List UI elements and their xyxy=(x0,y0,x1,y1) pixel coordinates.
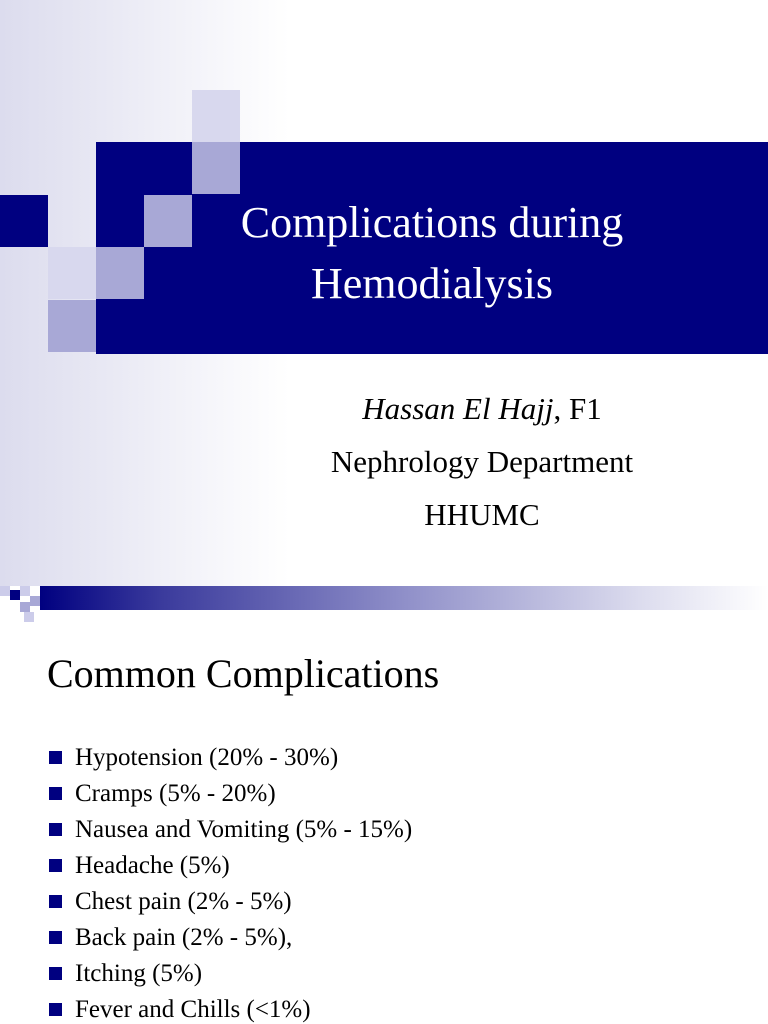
decor-square xyxy=(192,142,240,194)
square-bullet-icon xyxy=(49,859,62,872)
strip-square xyxy=(30,596,40,606)
list-item xyxy=(47,776,412,812)
list-item-label: Chest pain (2% - 5%) xyxy=(75,888,292,915)
strip-square xyxy=(20,602,30,612)
slide-header-strip xyxy=(0,586,768,622)
list-item-label: Itching (5%) xyxy=(75,960,203,987)
slide-subtitle xyxy=(196,382,768,541)
square-bullet-icon xyxy=(49,1003,62,1016)
list-item xyxy=(47,920,412,956)
list-item xyxy=(47,992,412,1024)
square-bullet-icon xyxy=(49,931,62,944)
slide-title xyxy=(96,192,768,314)
author-line xyxy=(196,382,768,435)
author-suffix: , F1 xyxy=(553,391,602,426)
slide-2-title: Common Complications xyxy=(47,651,440,696)
complications-slide xyxy=(0,622,768,1024)
strip-square xyxy=(10,590,20,600)
list-item-label: Headache (5%) xyxy=(75,852,230,879)
strip-gradient-bar xyxy=(40,586,768,610)
complications-list xyxy=(47,740,412,1024)
strip-square xyxy=(24,612,34,622)
department-line: Nephrology Department xyxy=(330,444,634,479)
institution-line: HHUMC xyxy=(424,497,540,532)
strip-square xyxy=(0,586,10,596)
list-item xyxy=(47,812,412,848)
left-accent-bar xyxy=(0,195,48,247)
square-bullet-icon xyxy=(49,751,62,764)
list-item-label: Hypotension (20% - 30%) xyxy=(75,744,339,771)
list-item xyxy=(47,848,412,884)
list-item-label: Back pain (2% - 5%), xyxy=(75,924,293,951)
slide-title-line-2: Hemodialysis xyxy=(311,259,553,308)
list-item xyxy=(47,884,412,920)
square-bullet-icon xyxy=(49,895,62,908)
square-bullet-icon xyxy=(49,967,62,980)
list-item-label: Nausea and Vomiting (5% - 15%) xyxy=(75,816,413,843)
author-name: Hassan El Hajj xyxy=(362,391,554,426)
decor-square xyxy=(48,300,96,352)
list-item-label: Cramps (5% - 20%) xyxy=(75,780,276,807)
list-item xyxy=(47,956,412,992)
decor-square xyxy=(192,90,240,142)
decor-square xyxy=(48,247,96,299)
slide-title-line-1: Complications during xyxy=(240,198,624,247)
square-bullet-icon xyxy=(49,823,62,836)
strip-square xyxy=(20,586,30,596)
list-item xyxy=(47,740,412,776)
list-item-label: Fever and Chills (<1%) xyxy=(75,996,311,1023)
square-bullet-icon xyxy=(49,787,62,800)
